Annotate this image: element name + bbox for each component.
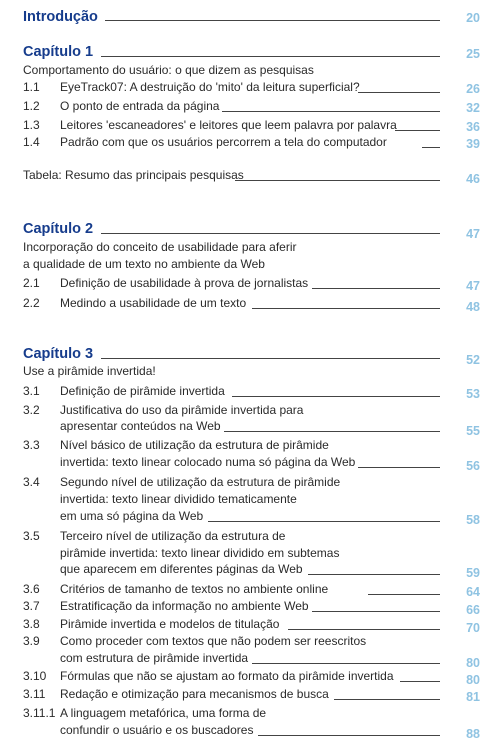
item-text: Como proceder com textos que não podem ser reescritos	[60, 634, 367, 648]
chapter-subtitle: Use a pirâmide invertida!	[23, 364, 156, 378]
item-text: Nível básico de utilização da estrutura de pirâmide	[60, 438, 329, 452]
page-number: 53	[466, 387, 480, 401]
page-number: 58	[466, 513, 480, 527]
leader-line	[395, 130, 440, 131]
page-number: 59	[466, 566, 480, 580]
item-text: Leitores 'escaneadores' e leitores que leem palavra por palavra	[60, 118, 397, 132]
chapter-heading: Capítulo 3	[23, 346, 94, 362]
page-number: 36	[466, 120, 480, 134]
item-text: EyeTrack07: A destruição do 'mito' da leitura superficial?	[60, 80, 360, 94]
item-text: Critérios de tamanho de textos no ambiente online	[60, 582, 329, 596]
leader-line	[312, 288, 440, 289]
item-text: pirâmide invertida: texto linear dividido em subtemas	[60, 546, 340, 560]
item-number: 3.4	[23, 475, 40, 489]
page-number: 64	[466, 585, 480, 599]
leader-line	[258, 735, 440, 736]
leader-line	[101, 56, 440, 57]
item-number: 3.3	[23, 438, 40, 452]
item-number: 3.11	[23, 687, 46, 701]
page-number: 25	[466, 47, 480, 61]
item-text: Padrão com que os usuários percorrem a tela do computador	[60, 135, 387, 149]
item-number: 2.2	[23, 296, 40, 310]
page-number: 48	[466, 300, 480, 314]
item-number: 2.1	[23, 276, 40, 290]
item-text: em uma só página da Web	[60, 509, 204, 523]
item-text: Pirâmide invertida e modelos de titulação	[60, 617, 280, 631]
page-number: 32	[466, 101, 480, 115]
item-number: 3.11.1	[23, 706, 56, 720]
intro-heading: Introdução	[23, 9, 98, 25]
page-number: 26	[466, 82, 480, 96]
item-text: Justificativa do uso da pirâmide invertida para	[60, 403, 304, 417]
leader-line	[235, 180, 440, 181]
item-text: O ponto de entrada da página	[60, 99, 220, 113]
page-number: 88	[466, 727, 480, 741]
leader-line	[288, 629, 440, 630]
item-text: Terceiro nível de utilização da estrutura de	[60, 529, 286, 543]
page-number: 47	[466, 227, 480, 241]
item-text: A linguagem metafórica, uma forma de	[60, 706, 267, 720]
item-text: Estratificação da informação no ambiente Web	[60, 599, 309, 613]
leader-line	[422, 147, 440, 148]
page-number: 56	[466, 459, 480, 473]
leader-line	[208, 521, 440, 522]
page-number: 80	[466, 656, 480, 670]
page-number: 39	[466, 137, 480, 151]
item-text: invertida: texto linear colocado numa só página da Web	[60, 455, 356, 469]
item-text: que aparecem em diferentes páginas da Web	[60, 562, 303, 576]
page-number: 52	[466, 353, 480, 367]
page-number: 47	[466, 279, 480, 293]
item-text: Fórmulas que não se ajustam ao formato da pirâmide invertida	[60, 669, 394, 683]
page-number: 80	[466, 673, 480, 687]
leader-line	[368, 594, 440, 595]
leader-line	[358, 467, 440, 468]
leader-line	[252, 663, 440, 664]
leader-line	[308, 574, 440, 575]
page-number: 70	[466, 621, 480, 635]
item-number: 1.4	[23, 135, 40, 149]
leader-line	[222, 111, 440, 112]
item-text: Redação e otimização para mecanismos de busca	[60, 687, 329, 701]
item-text: Segundo nível de utilização da estrutura de pirâmide	[60, 475, 341, 489]
leader-line	[101, 358, 440, 359]
leader-line	[232, 396, 440, 397]
item-number: 3.6	[23, 582, 40, 596]
leader-line	[105, 20, 440, 21]
item-text: com estrutura de pirâmide invertida	[60, 651, 249, 665]
item-number: 3.1	[23, 384, 40, 398]
chapter-heading: Capítulo 1	[23, 44, 94, 60]
table-entry: Tabela: Resumo das principais pesquisas	[23, 168, 244, 182]
item-text: invertida: texto linear dividido tematicamente	[60, 492, 297, 506]
chapter-subtitle: Comportamento do usuário: o que dizem as pesquisas	[23, 63, 314, 77]
item-text: apresentar conteúdos na Web	[60, 419, 221, 433]
page-number: 81	[466, 690, 480, 704]
chapter-subtitle: Incorporação do conceito de usabilidade para aferir	[23, 240, 297, 254]
item-number: 1.3	[23, 118, 40, 132]
chapter-subtitle: a qualidade de um texto no ambiente da Web	[23, 257, 265, 271]
page-number: 20	[466, 11, 480, 25]
item-text: confundir o usuário e os buscadores	[60, 723, 254, 737]
item-number: 3.5	[23, 529, 40, 543]
item-number: 1.2	[23, 99, 40, 113]
page-number: 46	[466, 172, 480, 186]
leader-line	[312, 611, 440, 612]
item-text: Definição de pirâmide invertida	[60, 384, 225, 398]
page-number: 55	[466, 424, 480, 438]
leader-line	[358, 92, 440, 93]
item-number: 3.7	[23, 599, 40, 613]
item-text: Medindo a usabilidade de um texto	[60, 296, 247, 310]
item-number: 1.1	[23, 80, 40, 94]
leader-line	[101, 233, 440, 234]
chapter-heading: Capítulo 2	[23, 221, 94, 237]
leader-line	[224, 431, 440, 432]
item-number: 3.8	[23, 617, 40, 631]
item-text: Definição de usabilidade à prova de jornalistas	[60, 276, 309, 290]
item-number: 3.2	[23, 403, 40, 417]
item-number: 3.10	[23, 669, 47, 683]
leader-line	[400, 681, 440, 682]
item-number: 3.9	[23, 634, 40, 648]
leader-line	[334, 699, 440, 700]
page-number: 66	[466, 603, 480, 617]
leader-line	[252, 308, 440, 309]
